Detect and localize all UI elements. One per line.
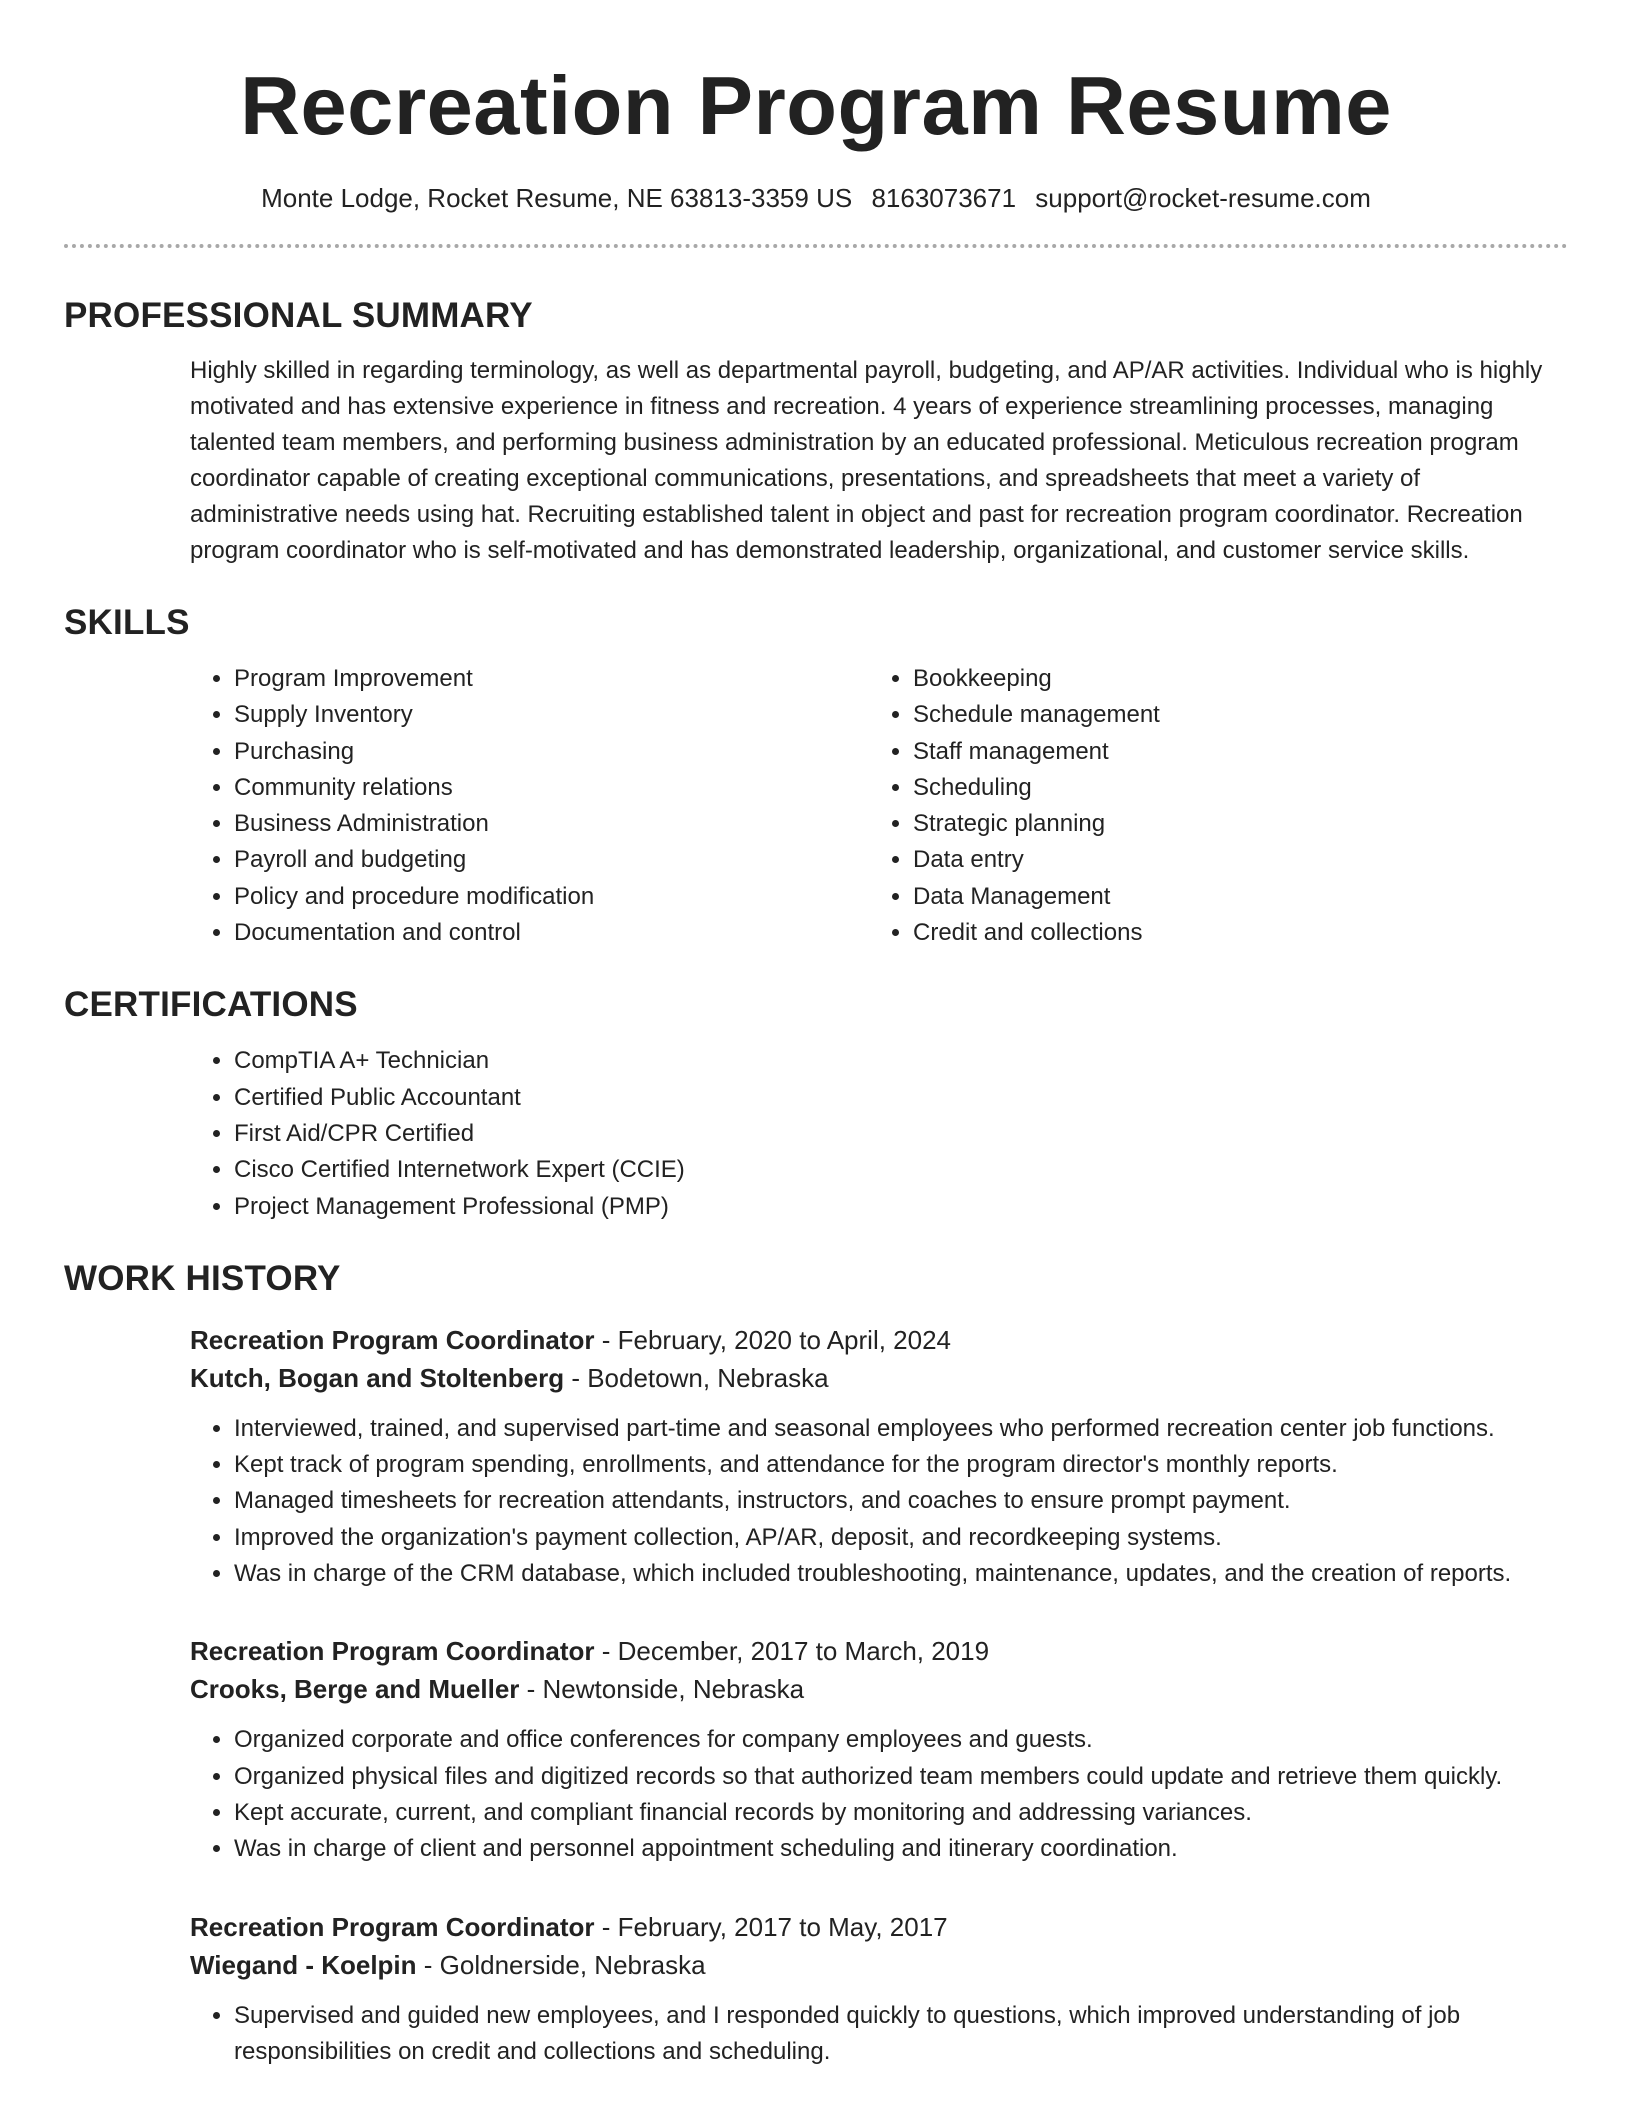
- job-location: - Goldnerside, Nebraska: [416, 1949, 706, 1980]
- skill-item: • Business Administration: [234, 806, 869, 842]
- summary-text: Highly skilled in regarding terminology, as well as departmental payroll, budgeting, and AP/AR activities. Individual who is highly motivated and has extensive experience in fitness and recreation. 4 years of experience streamlining processes, managing talented team members, and performing business administration by an educated professional. Meticulous recreation program coordinator capable of creating exceptional communications, presentations, and spreadsheets that meet a variety of administrative needs using hat. Recruiting established talent in object and past for recreation program coordinator. Recreation program coordinator who is self-motivated and has demonstrated leadership, organizational, and customer service skills.: [190, 357, 1543, 564]
- contact-email[interactable]: support@rocket-resume.com: [1035, 183, 1371, 213]
- job-location: - Newtonside, Nebraska: [519, 1674, 805, 1705]
- skill-item: • Schedule management: [913, 697, 1548, 733]
- section-title-work-history: WORK HISTORY: [64, 1258, 341, 1298]
- certifications-list: [190, 1043, 1568, 1224]
- certification-item: • Project Management Professional (PMP): [234, 1189, 1568, 1225]
- certification-item: • Certified Public Accountant: [234, 1080, 1568, 1116]
- section-title-skills: SKILLS: [64, 603, 190, 642]
- job-entry: [190, 1321, 1568, 1592]
- skill-item: • Documentation and control: [234, 915, 869, 951]
- job-bullet: • Kept accurate, current, and compliant financial records by monitoring and addressing variances.: [234, 1795, 1568, 1831]
- job-company-line: [190, 1359, 1568, 1397]
- job-bullet: • Improved the organization's payment collection, AP/AR, deposit, and recordkeeping systems.: [234, 1520, 1568, 1556]
- job-bullet: • Was in charge of client and personnel appointment scheduling and itinerary coordination.: [234, 1831, 1568, 1867]
- job-company-line: [190, 1946, 1568, 1984]
- contact-phone: 8163073671: [871, 183, 1017, 213]
- job-bullets: [190, 1998, 1568, 2071]
- skill-item: • Payroll and budgeting: [234, 842, 869, 878]
- job-bullets: [190, 1411, 1568, 1592]
- job-dates: - February, 2017 to May, 2017: [594, 1911, 948, 1942]
- skill-item: • Scheduling: [913, 770, 1548, 806]
- section-title-summary: PROFESSIONAL SUMMARY: [64, 296, 533, 335]
- job-role: Recreation Program Coordinator: [190, 1911, 595, 1942]
- job-role: Recreation Program Coordinator: [190, 1324, 595, 1355]
- skills-column-right: [869, 661, 1548, 951]
- job-bullet: • Organized physical files and digitized records so that authorized team members could update and retrieve them quickly.: [234, 1759, 1568, 1795]
- skill-item: • Purchasing: [234, 734, 869, 770]
- certification-item: • First Aid/CPR Certified: [234, 1116, 1568, 1152]
- job-company: Crooks, Berge and Mueller: [190, 1674, 520, 1705]
- section-title-certifications: CERTIFICATIONS: [64, 985, 358, 1025]
- skill-item: • Policy and procedure modification: [234, 879, 869, 915]
- job-entry: [190, 1632, 1568, 1867]
- job-bullet: • Was in charge of the CRM database, which included troubleshooting, maintenance, updates, and the creation of reports.: [234, 1556, 1568, 1592]
- skill-item: • Community relations: [234, 770, 869, 806]
- job-bullets: [190, 1722, 1568, 1867]
- skill-item: • Supply Inventory: [234, 697, 869, 733]
- skill-item: • Data entry: [913, 842, 1548, 878]
- contact-line: [64, 182, 1568, 214]
- skill-item: • Staff management: [913, 734, 1548, 770]
- skill-item: • Credit and collections: [913, 915, 1548, 951]
- job-role-line: [190, 1908, 1568, 1946]
- skill-item: • Bookkeeping: [913, 661, 1548, 697]
- skills-column-left: [190, 661, 869, 951]
- job-bullet: • Kept track of program spending, enrollments, and attendance for the program director's monthly reports.: [234, 1447, 1568, 1483]
- header-divider: [64, 244, 1568, 248]
- contact-address: Monte Lodge, Rocket Resume, NE 63813-3359 US: [261, 183, 853, 213]
- job-role-line: [190, 1321, 1568, 1359]
- job-company-line: [190, 1670, 1568, 1708]
- job-company: Kutch, Bogan and Stoltenberg: [190, 1362, 565, 1393]
- job-dates: - February, 2020 to April, 2024: [594, 1324, 952, 1355]
- job-bullet: • Supervised and guided new employees, and I responded quickly to questions, which improved understanding of job responsibilities on credit and collections and scheduling.: [234, 1998, 1568, 2071]
- skill-item: • Data Management: [913, 879, 1548, 915]
- job-role-line: [190, 1632, 1568, 1670]
- job-bullet: • Managed timesheets for recreation attendants, instructors, and coaches to ensure prompt payment.: [234, 1483, 1568, 1519]
- job-location: - Bodetown, Nebraska: [564, 1362, 829, 1393]
- skill-item: • Program Improvement: [234, 661, 869, 697]
- certification-item: • CompTIA A+ Technician: [234, 1043, 1568, 1079]
- certification-item: • Cisco Certified Internetwork Expert (CCIE): [234, 1152, 1568, 1188]
- job-bullet: • Organized corporate and office conferences for company employees and guests.: [234, 1722, 1568, 1758]
- job-company: Wiegand - Koelpin: [190, 1949, 417, 1980]
- job-bullet: • Interviewed, trained, and supervised part-time and seasonal employees who performed recreation center job functions.: [234, 1411, 1568, 1447]
- resume-title: Recreation Program Resume: [240, 59, 1392, 152]
- skill-item: • Strategic planning: [913, 806, 1548, 842]
- job-dates: - December, 2017 to March, 2019: [594, 1636, 990, 1667]
- job-entry: [190, 1908, 1568, 2071]
- job-role: Recreation Program Coordinator: [190, 1636, 595, 1667]
- skills-list: [190, 661, 1568, 951]
